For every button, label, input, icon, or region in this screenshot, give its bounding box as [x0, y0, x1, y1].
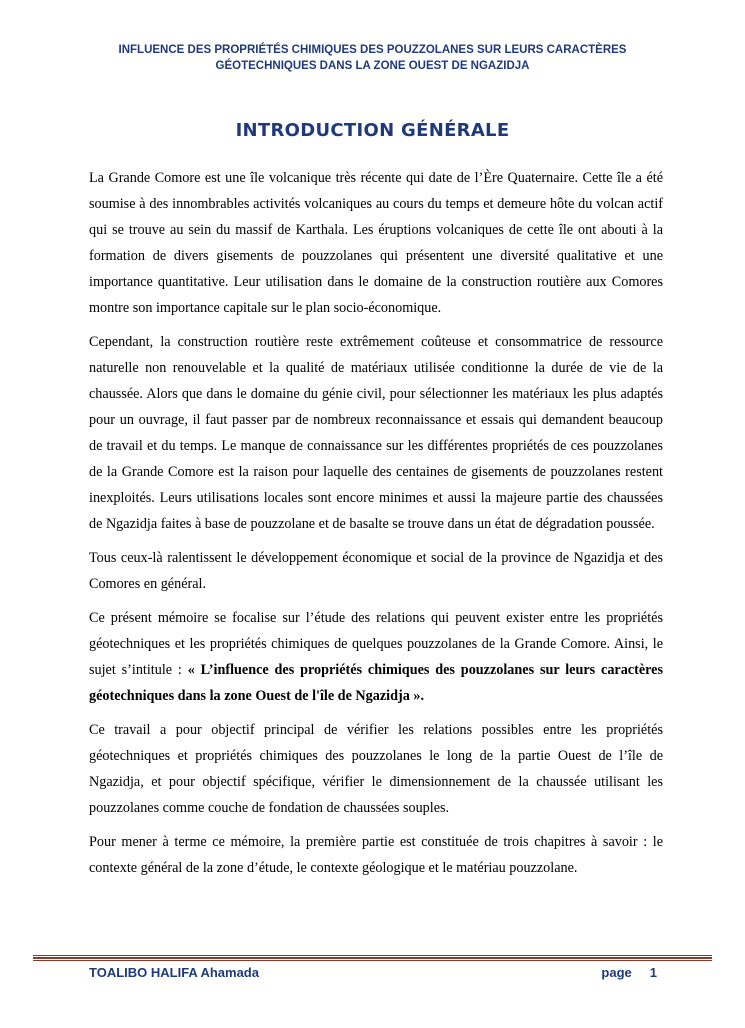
footer-page: [601, 965, 657, 980]
running-header-line-1: INFLUENCE DES PROPRIÉTÉS CHIMIQUES DES POUZZOLANES SUR LEURS CARACTÈRES: [118, 44, 627, 56]
footer-page-number: 1: [649, 965, 657, 980]
running-header-line-2: GÉOTECHNIQUES DANS LA ZONE OUEST DE NGAZIDJA: [215, 60, 530, 72]
footer-page-label: page: [601, 965, 632, 980]
running-header: [70, 42, 675, 74]
paragraph-3: Tous ceux-là ralentissent le développement économique et social de la province de Ngazidja et des Comores en général.: [89, 550, 663, 592]
footer-rule: [33, 955, 712, 961]
paragraph-2: Cependant, la construction routière reste extrêmement coûteuse et consommatrice de ressource naturelle non renouvelable et la qualité de matériaux utilisée conditionne la durée de vie de la chaussée. Alors que dans le domaine du génie civil, pour sélectionner les matériaux les plus adaptés pour un ouvrage, il faut passer par de nombreux reconnaissance et essais qui demandent beaucoup de travail et du temps. Le manque de connaissance sur les différentes propriétés de ces pouzzolanes de la Grande Comore est la raison pour laquelle des centaines de gisements de pouzzolanes restent inexploités. Leurs utilisations locales sont encore minimes et aussi la majeure partie des chaussées de Ngazidja faites à base de pouzzolane et de basalte se trouve dans un état de dégradation poussée.: [89, 334, 663, 532]
thesis-subject: « L’influence des propriétés chimiques des pouzzolanes sur leurs caractères géotechniques dans la zone Ouest de l'île de Ngazidja ».: [89, 662, 663, 704]
body-text: [89, 165, 663, 889]
paragraph-4: [89, 605, 663, 709]
paragraph-5: Ce travail a pour objectif principal de vérifier les relations possibles entre les propriétés géotechniques et propriétés chimiques des pouzzolanes le long de la partie Ouest de l’île de Ngazidja, et pour objectif spécifique, vérifier le dimensionnement de la chaussée utilisant les pouzzolanes comme couche de fondation de chaussées souples.: [89, 722, 663, 816]
paragraph-4-text: Ce présent mémoire se focalise sur l’étude des relations qui peuvent exister entre les propriétés géotechniques et les propriétés chimiques de quelques pouzzolanes de la Grande Comore. Ainsi, le sujet s’intitule :: [89, 610, 663, 678]
paragraph-6: Pour mener à terme ce mémoire, la première partie est constituée de trois chapitres à savoir : le contexte général de la zone d’étude, le contexte géologique et le matériau pouzzolane.: [89, 834, 663, 876]
section-title: INTRODUCTION GÉNÉRALE: [235, 120, 510, 141]
footer-author: TOALIBO HALIFA Ahamada: [89, 965, 259, 980]
paragraph-1: La Grande Comore est une île volcanique très récente qui date de l’Ère Quaternaire. Cette île a été soumise à des innombrables activités volcaniques au cours du temps et demeure hôte du volcan actif qui se trouve au sein du massif de Karthala. Les éruptions volcaniques de cette île ont abouti à la formation de divers gisements de pouzzolanes qui présentent une diversité qualitative et une importance quantitative. Leur utilisation dans le domaine de la construction routière aux Comores montre son importance capitale sur le plan socio-économique.: [89, 170, 663, 316]
